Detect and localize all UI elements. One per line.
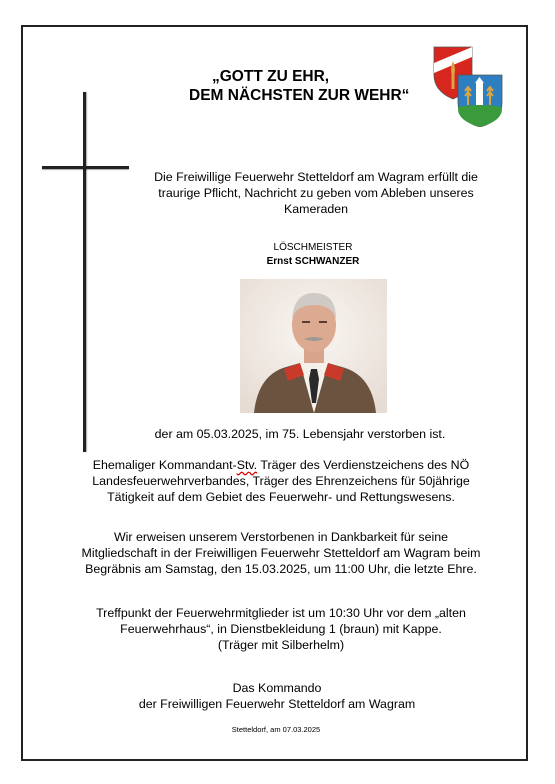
intro-line: Kameraden xyxy=(283,202,349,216)
meeting-line: Feuerwehrhaus“, in Dienstbekleidung 1 (braun) mit Kappe. xyxy=(120,622,442,636)
deceased-block xyxy=(225,241,401,269)
death-notice-line: der am 05.03.2025, im 75. Lebensjahr verstorben ist. xyxy=(154,427,446,441)
cross-vertical-bar xyxy=(83,92,86,452)
signature-line: Das Kommando xyxy=(232,681,322,695)
career-line xyxy=(70,457,492,473)
fire-brigade-crest-icon xyxy=(432,45,504,127)
motto-line-1: „GOTT ZU EHR, xyxy=(212,68,330,85)
funeral-line: Begräbnis am Samstag, den 15.03.2025, um 11:00 Uhr, die letzte Ehre. xyxy=(85,562,477,576)
portrait-photo xyxy=(240,279,387,413)
spellcheck-marked-word: Stv. xyxy=(236,458,258,472)
signature-line: der Freiwilligen Feuerwehr Stetteldorf am Wagram xyxy=(138,697,416,711)
deceased-name: Ernst SCHWANZER xyxy=(266,256,360,267)
funeral-paragraph xyxy=(70,529,492,577)
intro-paragraph xyxy=(138,169,494,217)
funeral-line: Mitgliedschaft in der Freiwilligen Feuerwehr Stetteldorf am Wagram beim xyxy=(81,546,481,560)
deceased-rank: LÖSCHMEISTER xyxy=(273,242,353,253)
meeting-line: Treffpunkt der Feuerwehrmitglieder ist um 10:30 Uhr vor dem „alten xyxy=(96,606,466,620)
career-text: Träger des Verdienstzeichens des NÖ xyxy=(257,458,470,472)
signature-block xyxy=(100,680,454,712)
intro-line: traurige Pflicht, Nachricht zu geben vom Ableben unseres xyxy=(158,186,474,200)
meeting-line: (Träger mit Silberhelm) xyxy=(217,638,345,652)
place-and-date: Stetteldorf, am 07.03.2025 xyxy=(231,725,321,734)
intro-line: Die Freiwillige Feuerwehr Stetteldorf am Wagram erfüllt die xyxy=(154,170,478,184)
career-line: Landesfeuerwehrverbandes, Träger des Ehrenzeichens für 50jährige xyxy=(92,474,470,488)
municipality-shield-icon xyxy=(458,75,502,127)
motto-line-2: DEM NÄCHSTEN ZUR WEHR“ xyxy=(189,87,410,104)
career-text: Ehemaliger Kommandant- xyxy=(92,458,237,472)
career-paragraph xyxy=(70,457,492,505)
meeting-paragraph xyxy=(70,605,492,653)
career-line: Tätigkeit auf dem Gebiet des Feuerwehr- und Rettungswesens. xyxy=(107,490,455,504)
cross-horizontal-bar xyxy=(42,166,129,169)
funeral-line: Wir erweisen unserem Verstorbenen in Dankbarkeit für seine xyxy=(113,530,448,544)
motto xyxy=(170,67,450,105)
